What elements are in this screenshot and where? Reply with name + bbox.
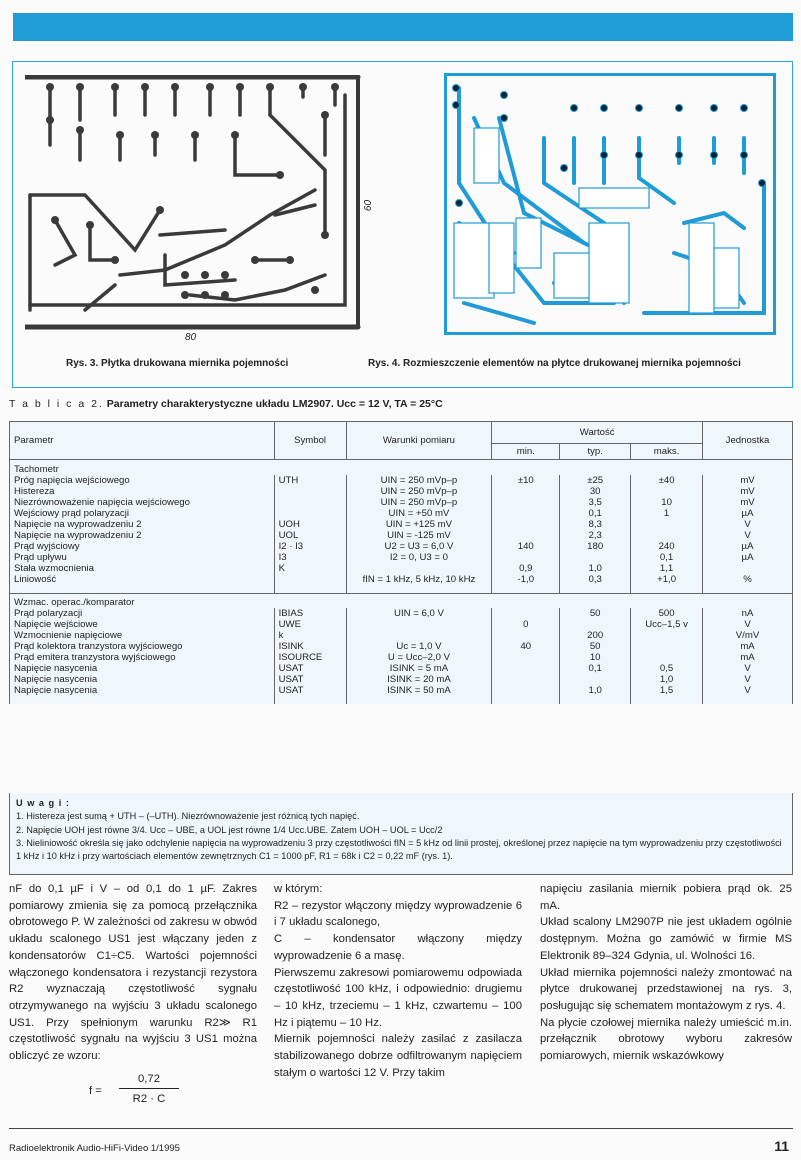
unit-cell: V [703, 619, 793, 630]
header-conditions: Warunki pomiaru [346, 422, 492, 460]
paragraph: Układ miernika pojemności należy zmontować na płytce drukowanej przedstawionej na rys. 3, posługując się schematem montażowym z rys. 4. [540, 966, 792, 1013]
min-cell: 0,9 [492, 563, 560, 574]
symbol-cell: I3 [274, 552, 346, 563]
max-cell: 1,5 [631, 685, 703, 696]
max-cell: +1,0 [631, 574, 703, 585]
table-row [10, 663, 793, 674]
table-row [10, 652, 793, 663]
typ-cell: 1,0 [560, 685, 631, 696]
max-cell: 500 [631, 608, 703, 619]
text-column-2 [274, 881, 522, 1082]
max-cell: ±40 [631, 475, 703, 486]
table-row [10, 574, 793, 585]
paragraph: R2 – rezystor włączony między wyprowadzenie 6 i 7 układu scalonego, [274, 899, 522, 929]
paragraph: napięciu zasilania miernik pobiera prąd ok. 25 mA. [540, 883, 792, 912]
param-cell: Napięcie na wyprowadzeniu 2 [10, 519, 275, 530]
paragraph: Miernik pojemności należy zasilać z zasilacza stabilizowanego dobrze odfiltrowanym napięciem stałym o wartości 12 V. Przy takim [274, 1033, 522, 1079]
table-row [10, 674, 793, 685]
footer-rule [9, 1128, 793, 1129]
condition-cell: UIN = -125 mV [346, 530, 492, 541]
param-cell: Wejściowy prąd polaryzacji [10, 508, 275, 519]
header-color-bar [13, 13, 793, 41]
condition-cell: ISINK = 50 mA [346, 685, 492, 696]
min-cell [492, 508, 560, 519]
section-label: Wzmac. operac./komparator [10, 593, 793, 608]
typ-cell: 2,3 [560, 530, 631, 541]
param-cell: Liniowość [10, 574, 275, 585]
max-cell: 1,1 [631, 563, 703, 574]
table-title-text: Parametry charakterystyczne układu LM2907. Ucc = 12 V, TA = 25°C [106, 398, 443, 410]
unit-cell: nA [703, 608, 793, 619]
table-row [10, 552, 793, 563]
typ-cell [560, 619, 631, 630]
max-cell [631, 641, 703, 652]
journal-name: Radioelektronik Audio-HiFi-Video 1/1995 [9, 1143, 180, 1154]
min-cell: 40 [492, 641, 560, 652]
symbol-cell [274, 508, 346, 519]
symbol-cell: K [274, 563, 346, 574]
min-cell [492, 685, 560, 696]
condition-cell [346, 619, 492, 630]
condition-cell: Uc = 1,0 V [346, 641, 492, 652]
condition-cell: UIN = 250 mVp–p [346, 475, 492, 486]
param-cell: Wzmocnienie napięciowe [10, 630, 275, 641]
param-cell: Próg napięcia wejściowego [10, 475, 275, 486]
header-unit: Jednostka [703, 422, 793, 460]
paragraph: Pierwszemu zakresowi pomiarowemu odpowiada częstotliwość 100 kHz, i odpowiednio: drugiemu – 10 kHz, trzeciemu – 1 kHz, czwartemu – 100 Hz i piątemu – 10 Hz. [274, 966, 522, 1029]
paragraph: nF do 0,1 µF i V – od 0,1 do 1 µF. Zakres pomiarowy zmienia się za pomocą przełącznika obrotowego P. W zależności od zakresu w obwód układu scalonego US1 jest włączany jeden z kondensatorów C1÷C5. Wartości pojemności włączonego kondensatora i rezystancji rezystora R2 wyznaczają częstotliwość sygnału otrzymywanego na wyjściu 3 układu scalonego US1. Przy spełnionym warunku R2≫ R1 częstotliwość sygnału na wyjściu 3 US1 można obliczyć ze wzoru: [9, 883, 257, 1063]
table-prefix: T a b l i c a 2. [9, 398, 104, 410]
tachometer-section [10, 460, 793, 594]
unit-cell: µA [703, 541, 793, 552]
parameters-table [9, 421, 793, 704]
condition-cell: I2 = 0, U3 = 0 [346, 552, 492, 563]
typ-cell: 200 [560, 630, 631, 641]
note-2: 2. Napięcie UOH jest równe 3/4. Ucc – UBE, a UOL jest równe 1/4 Ucc.UBE. Zatem UOH – UOL = Ucc/2 [16, 824, 443, 835]
symbol-cell [274, 497, 346, 508]
unit-cell: mV [703, 486, 793, 497]
condition-cell: UIN = +50 mV [346, 508, 492, 519]
unit-cell: V [703, 674, 793, 685]
min-cell [492, 552, 560, 563]
section-label: Tachometr [10, 460, 793, 476]
typ-cell: 3,5 [560, 497, 631, 508]
unit-cell: mA [703, 641, 793, 652]
table-row [10, 530, 793, 541]
min-cell [492, 652, 560, 663]
max-cell: 0,1 [631, 552, 703, 563]
max-cell [631, 630, 703, 641]
table-row [10, 541, 793, 552]
table-row [10, 519, 793, 530]
symbol-cell: ISINK [274, 641, 346, 652]
symbol-cell: ISOURCE [274, 652, 346, 663]
unit-cell: µA [703, 508, 793, 519]
frequency-formula [89, 1071, 257, 1113]
condition-cell [346, 563, 492, 574]
note-3: 3. Nieliniowość określa się jako odchylenie napięcia na wyprowadzeniu 3 przy częstotliwości fIN = 5 kHz od linii prostej, określonej przez napięcie na tym wyprowadzeniu przy częstotliwości 1 kHz i 10 kHz i przy wartościach elementów zewnętrznych C1 = 1000 pF, R1 = 68k i C2 = 0,22 mF (rys. 1). [16, 838, 782, 862]
condition-cell: UIN = 250 mVp–p [346, 497, 492, 508]
table-row [10, 630, 793, 641]
condition-cell: ISINK = 5 mA [346, 663, 492, 674]
param-cell: Napięcie nasycenia [10, 674, 275, 685]
min-cell [492, 530, 560, 541]
table-row [10, 641, 793, 652]
fig3-caption: Rys. 3. Płytka drukowana miernika pojemności [66, 358, 289, 369]
param-cell: Napięcie wejściowe [10, 619, 275, 630]
formula-denominator: R2 · C [132, 1092, 166, 1105]
param-cell: Stała wzmocnienia [10, 563, 275, 574]
param-cell: Histereza [10, 486, 275, 497]
symbol-cell: UOH [274, 519, 346, 530]
condition-cell: U = Ucc–2,0 V [346, 652, 492, 663]
unit-cell: V [703, 530, 793, 541]
param-cell: Napięcie nasycenia [10, 685, 275, 696]
paragraph: Układ scalony LM2907P nie jest układem ogólnie dostępnym. Można go zamówić w firmie MS Elektronik 89–324 Gdynia, ul. Wolności 16. [540, 916, 792, 962]
notes-title: U w a g i : [16, 798, 70, 808]
symbol-cell: k [274, 630, 346, 641]
unit-cell: mV [703, 475, 793, 486]
table-row [10, 486, 793, 497]
symbol-cell: UTH [274, 475, 346, 486]
typ-cell: 8,3 [560, 519, 631, 530]
typ-cell: ±25 [560, 475, 631, 486]
typ-cell: 180 [560, 541, 631, 552]
typ-cell: 30 [560, 486, 631, 497]
table-title [9, 398, 443, 410]
unit-cell: µA [703, 552, 793, 563]
condition-cell [346, 630, 492, 641]
max-cell [631, 519, 703, 530]
condition-cell: ISINK = 20 mA [346, 674, 492, 685]
header-param: Parametr [10, 422, 275, 460]
paragraph: w którym: [274, 883, 323, 895]
param-cell: Napięcie na wyprowadzeniu 2 [10, 530, 275, 541]
comparator-section [10, 593, 793, 704]
min-cell [492, 674, 560, 685]
table-row [10, 619, 793, 630]
symbol-cell [274, 486, 346, 497]
unit-cell: % [703, 574, 793, 585]
param-cell: Prąd wyjściowy [10, 541, 275, 552]
table-notes [9, 793, 793, 875]
min-cell [492, 630, 560, 641]
typ-cell: 0,1 [560, 663, 631, 674]
table-row [10, 508, 793, 519]
unit-cell: mV [703, 497, 793, 508]
table-row [10, 475, 793, 486]
header-typ: typ. [560, 444, 631, 460]
dimension-width-label: 80 [185, 332, 197, 343]
typ-cell [560, 552, 631, 563]
param-cell: Niezrównoważenie napięcia wejściowego [10, 497, 275, 508]
typ-cell: 0,3 [560, 574, 631, 585]
max-cell: Ucc–1,5 v [631, 619, 703, 630]
dimension-height-label: 60 [363, 199, 375, 212]
symbol-cell: UOL [274, 530, 346, 541]
header-min: min. [492, 444, 560, 460]
text-column-3 [540, 881, 792, 1065]
param-cell: Prąd polaryzacji [10, 608, 275, 619]
condition-cell: UIN = 6,0 V [346, 608, 492, 619]
min-cell [492, 608, 560, 619]
table-row [10, 685, 793, 696]
unit-cell: V [703, 519, 793, 530]
condition-cell: fIN = 1 kHz, 5 kHz, 10 kHz [346, 574, 492, 585]
symbol-cell [274, 574, 346, 585]
typ-cell [560, 674, 631, 685]
table-row [10, 608, 793, 619]
unit-cell [703, 563, 793, 574]
min-cell [492, 497, 560, 508]
typ-cell: 50 [560, 608, 631, 619]
typ-cell: 10 [560, 652, 631, 663]
header-max: maks. [631, 444, 703, 460]
symbol-cell: IBIAS [274, 608, 346, 619]
param-cell: Prąd kolektora tranzystora wyjściowego [10, 641, 275, 652]
unit-cell: V [703, 663, 793, 674]
max-cell: 10 [631, 497, 703, 508]
min-cell [492, 486, 560, 497]
max-cell: 240 [631, 541, 703, 552]
unit-cell: mA [703, 652, 793, 663]
table-row [10, 497, 793, 508]
typ-cell: 50 [560, 641, 631, 652]
symbol-cell: USAT [274, 685, 346, 696]
table-row [10, 563, 793, 574]
max-cell: 1,0 [631, 674, 703, 685]
header-symbol: Symbol [274, 422, 346, 460]
max-cell: 1 [631, 508, 703, 519]
condition-cell: U2 = U3 = 6,0 V [346, 541, 492, 552]
page-number: 11 [774, 1138, 789, 1154]
condition-cell: UIN = +125 mV [346, 519, 492, 530]
paragraph: Na płycie czołowej miernika należy umieścić m.in. przełącznik obrotowy wyboru zakresów pomiarowych, miernik wskazówkowy [540, 1016, 792, 1063]
fig4-caption: Rys. 4. Rozmieszczenie elementów na płytce drukowanej miernika pojemności [368, 358, 741, 369]
max-cell [631, 652, 703, 663]
typ-cell: 0,1 [560, 508, 631, 519]
formula-lhs: f = [89, 1084, 102, 1097]
param-cell: Prąd emitera tranzystora wyjściowego [10, 652, 275, 663]
max-cell: 0,5 [631, 663, 703, 674]
symbol-cell: I2 · I3 [274, 541, 346, 552]
symbol-cell: USAT [274, 674, 346, 685]
symbol-cell: USAT [274, 663, 346, 674]
max-cell [631, 486, 703, 497]
min-cell: ±10 [492, 475, 560, 486]
min-cell: 0 [492, 619, 560, 630]
unit-cell: V/mV [703, 630, 793, 641]
component-placement-figure [444, 73, 776, 335]
header-value: Wartość [492, 422, 703, 444]
param-cell: Napięcie nasycenia [10, 663, 275, 674]
paragraph: C – kondensator włączony między wyprowadzenie 6 a masę. [274, 933, 522, 962]
note-1: 1. Histereza jest sumą + UTH – (–UTH). Niezrównoważenie jest różnicą tych napięć. [16, 811, 360, 822]
min-cell [492, 663, 560, 674]
condition-cell: UIN = 250 mVp–p [346, 486, 492, 497]
max-cell [631, 530, 703, 541]
text-column-1 [9, 881, 257, 1113]
unit-cell: V [703, 685, 793, 696]
min-cell [492, 519, 560, 530]
min-cell: -1,0 [492, 574, 560, 585]
symbol-cell: UWE [274, 619, 346, 630]
param-cell: Prąd upływu [10, 552, 275, 563]
min-cell: 140 [492, 541, 560, 552]
pcb-layout-figure [25, 75, 365, 335]
typ-cell: 1,0 [560, 563, 631, 574]
formula-numerator: 0,72 [119, 1071, 179, 1089]
